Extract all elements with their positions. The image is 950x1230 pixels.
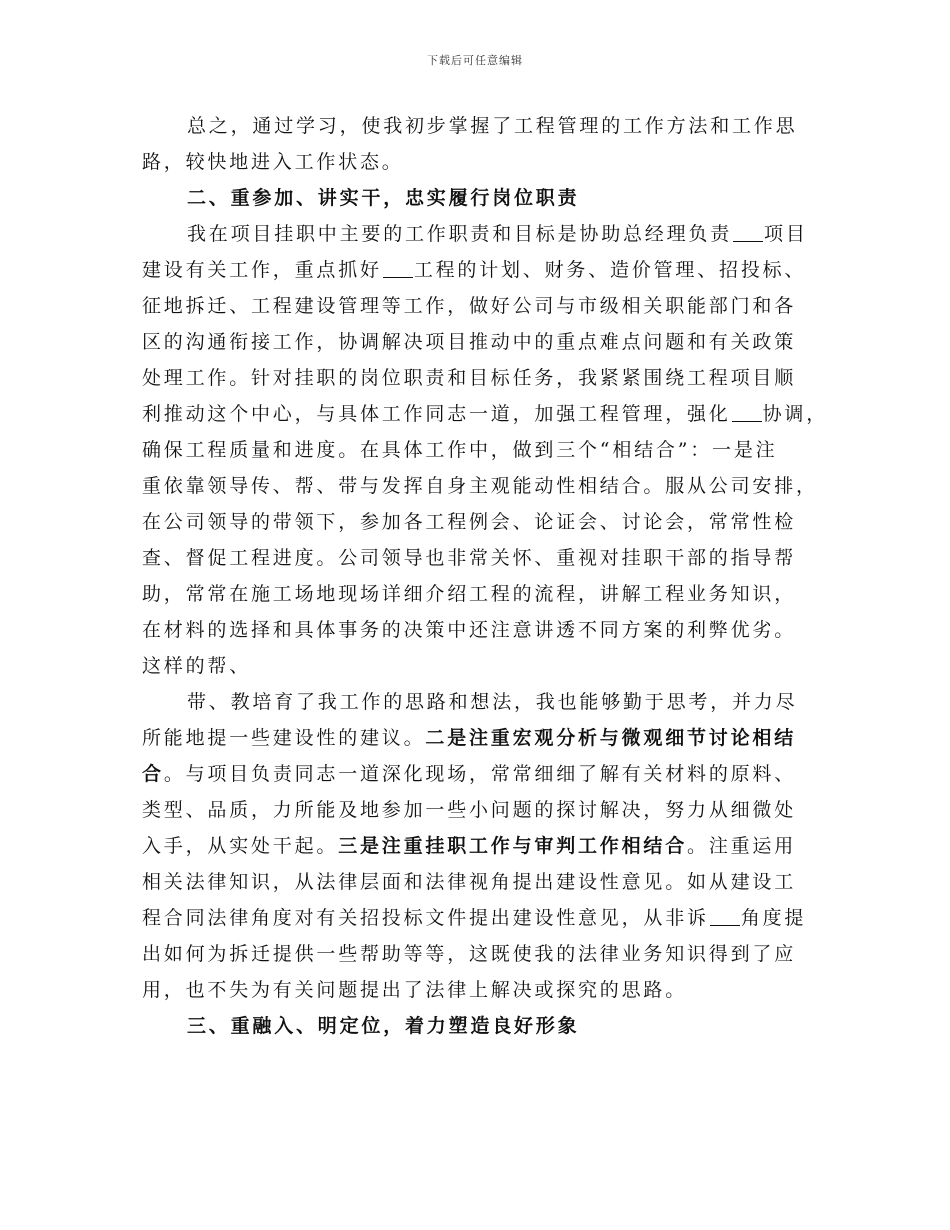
section-heading-3: 三、重融入、明定位，着力塑造良好形象 — [187, 1015, 580, 1037]
text-line: 总之，通过学习，使我初步掌握了工程管理的工作方法和工作思 — [187, 115, 798, 137]
bold-phrase: 合 — [142, 763, 164, 785]
text-line: 带、教培育了我工作的思路和想法，我也能够勤于思考，并力尽 — [187, 691, 798, 713]
text-line: 用，也不失为有关问题提出了法律上解决或探究的思路。 — [142, 979, 688, 1001]
blank-underline — [383, 257, 413, 278]
text-line: 路，较快地进入工作状态。 — [142, 151, 404, 173]
text-line: 确保工程质量和进度。在具体工作中，做到三个“相结合”：一是注 — [142, 439, 778, 461]
text-line: 在公司领导的带领下，参加各工程例会、论证会、讨论会，常常性检 — [142, 511, 797, 533]
text-line: 区的沟通衔接工作，协调解决项目推动中的重点难点问题和有关政策 — [142, 331, 797, 353]
blank-underline — [733, 221, 763, 242]
text-line: 重依靠领导传、帮、带与发挥自身主观能动性相结合。服从公司安排， — [142, 475, 818, 497]
text-line: 相关法律知识，从法律层面和法律视角提出建设性意见。如从建设工 — [142, 871, 797, 893]
bold-phrase: 二是注重宏观分析与微观细节讨论相结 — [425, 727, 797, 749]
text-line: 所能地提一些建设性的建议。二是注重宏观分析与微观细节讨论相结 — [142, 727, 797, 749]
text-line: 程合同法律角度对有关招投标文件提出建设性意见，从非诉 角度提 — [142, 907, 807, 929]
document-body — [142, 108, 829, 1044]
text-line: 这样的帮、 — [142, 655, 252, 677]
page-header: 下载后可任意编辑 — [427, 54, 523, 67]
blank-underline — [710, 905, 740, 926]
blank-underline — [732, 401, 762, 422]
text-line: 建设有关工作，重点抓好 工程的计划、财务、造价管理、招投标、 — [142, 259, 807, 281]
text-line: 入手，从实处干起。三是注重挂职工作与审判工作相结合。注重运用 — [142, 835, 797, 857]
text-line: 类型、品质，力所能及地参加一些小问题的探讨解决，努力从细微处 — [142, 799, 797, 821]
text-line: 征地拆迁、工程建设管理等工作，做好公司与市级相关职能部门和各 — [142, 295, 797, 317]
text-line: 出如何为拆迁提供一些帮助等等，这既使我的法律业务知识得到了应 — [142, 943, 797, 965]
text-line: 利推动这个中心，与具体工作同志一道，加强工程管理，强化 协调， — [142, 403, 829, 425]
text-line: 在材料的选择和具体事务的决策中还注意讲透不同方案的利弊优劣。 — [142, 619, 797, 641]
bold-phrase: 三是注重挂职工作与审判工作相结合 — [338, 835, 688, 857]
text-line: 合。与项目负责同志一道深化现场，常常细细了解有关材料的原料、 — [142, 763, 797, 785]
section-heading-2: 二、重参加、讲实干，忠实履行岗位职责 — [187, 187, 580, 209]
text-line: 我在项目挂职中主要的工作职责和目标是协助总经理负责 项目 — [187, 223, 808, 245]
text-line: 助，常常在施工场地现场详细介绍工程的流程，讲解工程业务知识， — [142, 583, 797, 605]
text-line: 处理工作。针对挂职的岗位职责和目标任务，我紧紧围绕工程项目顺 — [142, 367, 797, 389]
text-line: 查、督促工程进度。公司领导也非常关怀、重视对挂职干部的指导帮 — [142, 547, 797, 569]
